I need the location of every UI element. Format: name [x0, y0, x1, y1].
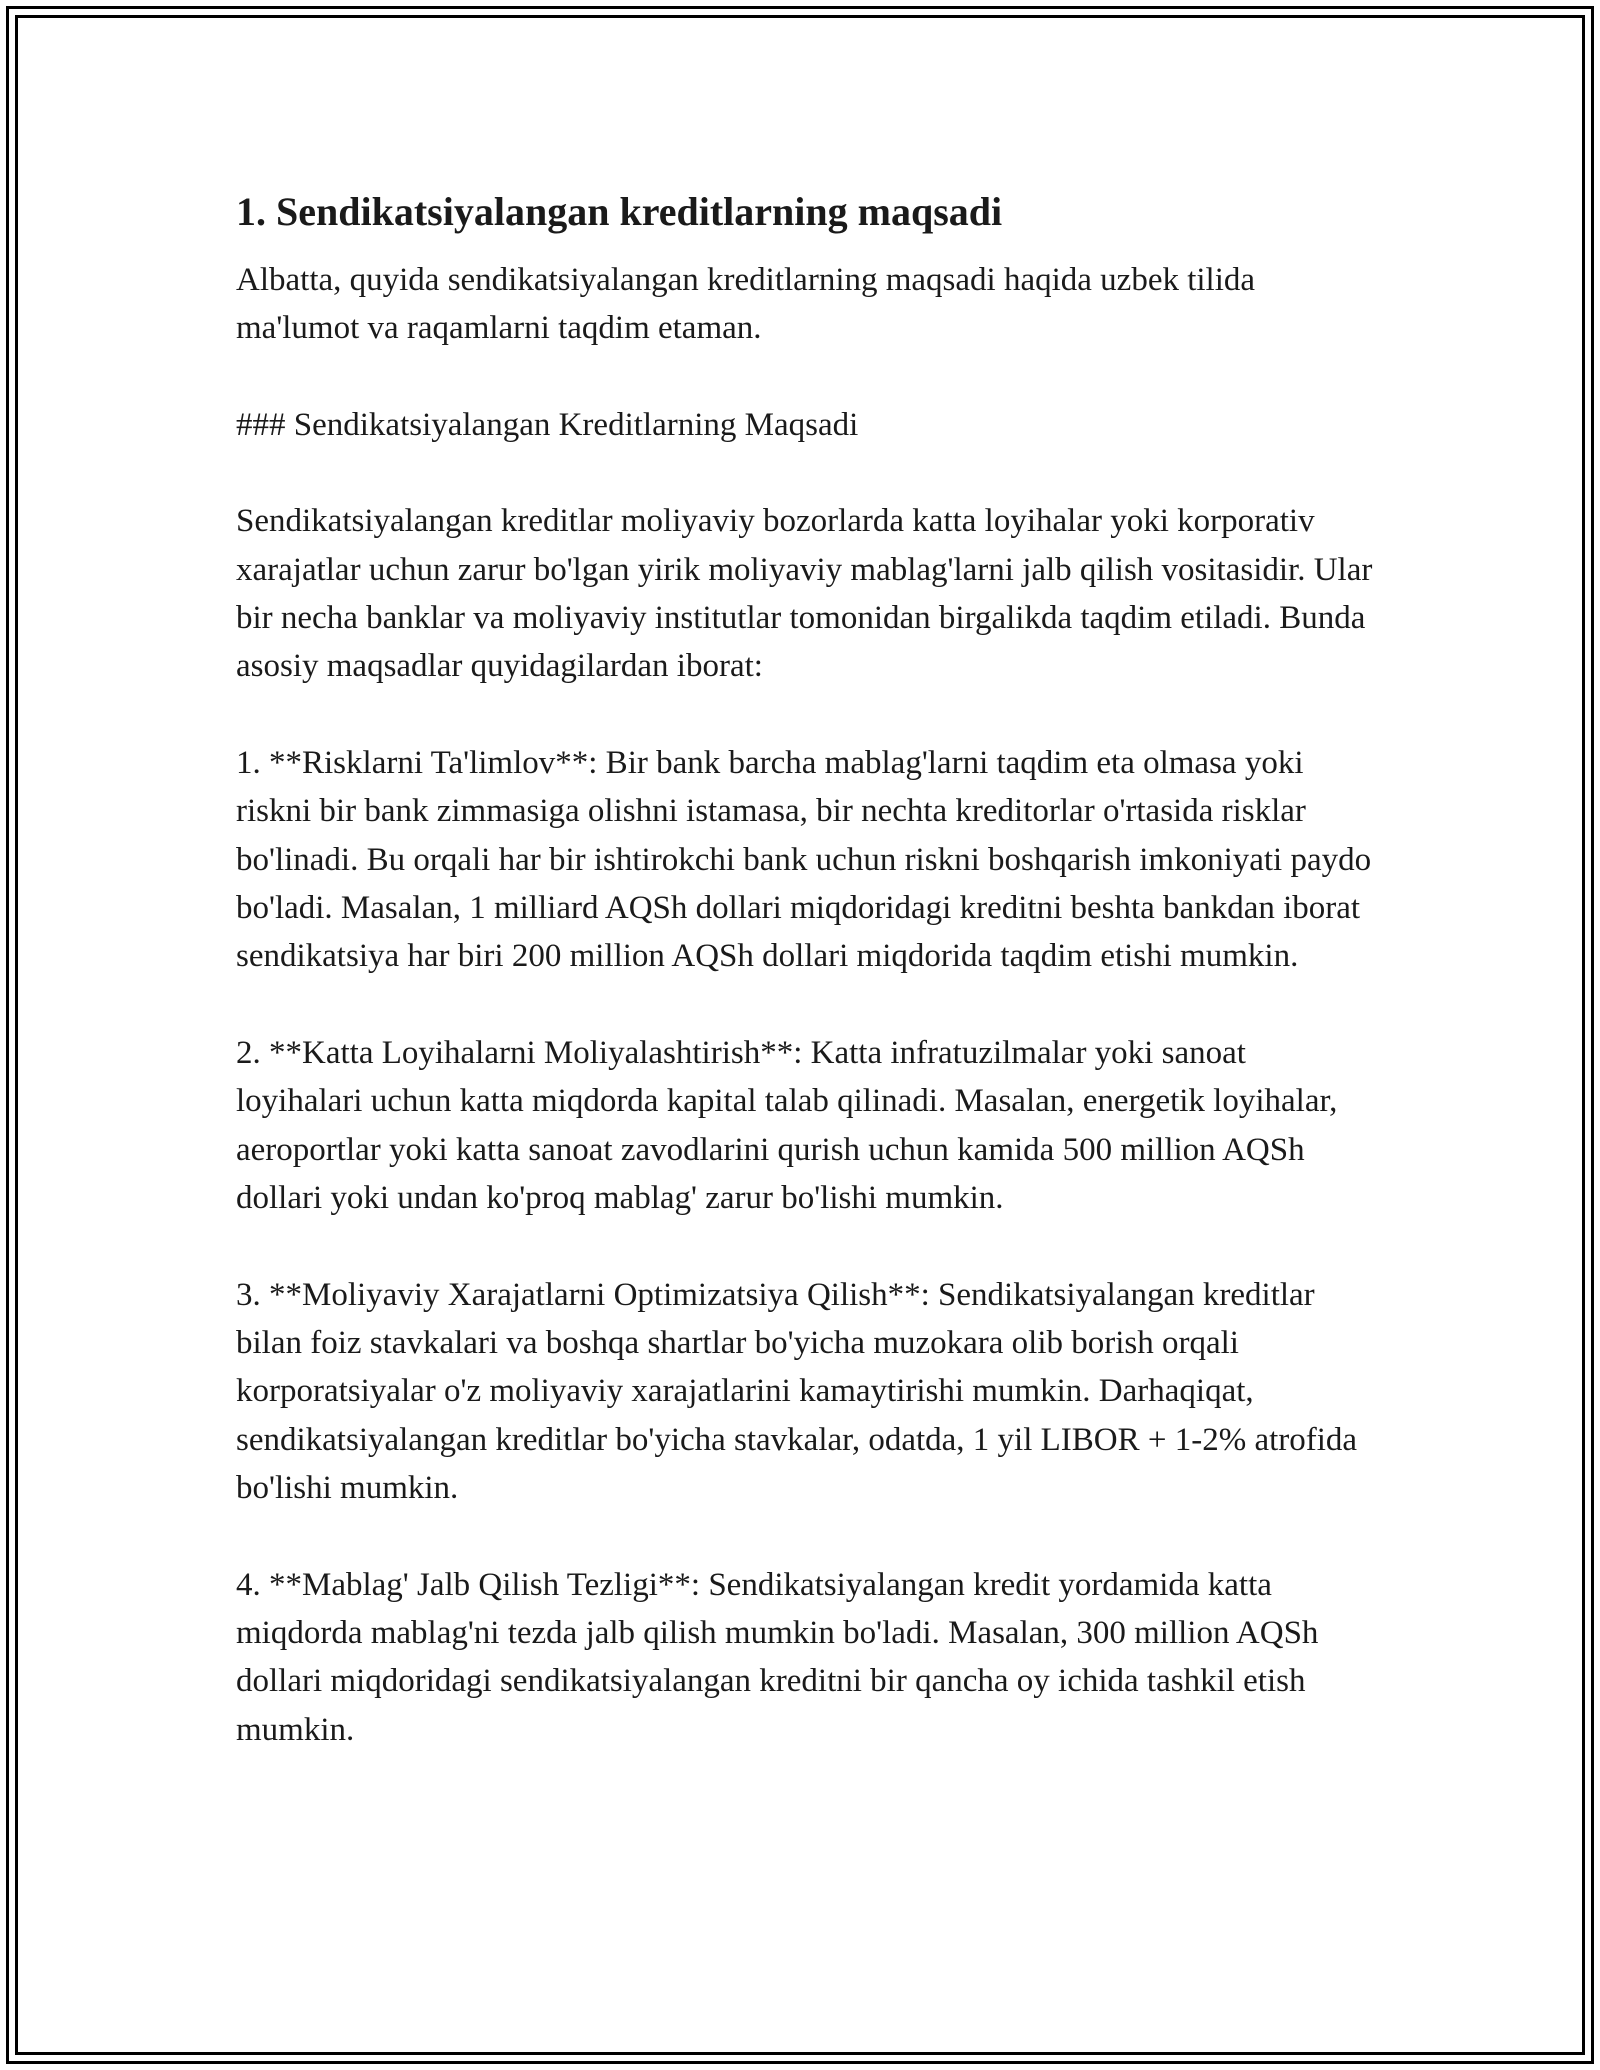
document-body [236, 186, 1376, 1802]
section-heading-line: ### Sendikatsiyalangan Kreditlarning Maqsadi [236, 406, 859, 443]
intro-paragraph: Albatta, quyida sendikatsiyalangan kreditlarning maqsadi haqida uzbek tilida ma'lumot va raqamlarni taqdim etaman. [236, 262, 1256, 347]
list-item-3: 3. **Moliyaviy Xarajatlarni Optimizatsiya Qilish**: Sendikatsiyalangan kreditlar bilan foiz stavkalari va boshqa shartlar bo'yicha muzokara olib borish orqali korporatsiyalar o'z moliyaviy xarajatlarini kamaytirishi mumkin. Darhaqiqat, sendikatsiyalangan kreditlar bo'yicha stavkalar, odatda, 1 yil LIBOR + 1-2% atrofida bo'lishi mumkin. [236, 1276, 1358, 1507]
list-item-2: 2. **Katta Loyihalarni Moliyalashtirish**: Katta infratuzilmalar yoki sanoat loyihalari uchun katta miqdorda kapital talab qilinadi. Masalan, energetik loyihalar, aeroportlar yoki katta sanoat zavodlarini qurish uchun kamida 500 million AQSh dollari yoki undan ko'proq mablag' zarur bo'lishi mumkin. [236, 1034, 1338, 1217]
list-item-1: 1. **Risklarni Ta'limlov**: Bir bank barcha mablag'larni taqdim eta olmasa yoki riskni bir bank zimmasiga olishni istamasa, bir nechta kreditorlar o'rtasida risklar bo'linadi. Bu orqali har bir ishtirokchi bank uchun riskni boshqarish imkoniyati paydo bo'ladi. Masalan, 1 milliard AQSh dollari miqdoridagi kreditni beshta bankdan iborat sendikatsiya har biri 200 million AQSh dollari miqdorida taqdim etishi mumkin. [236, 744, 1372, 975]
list-item-4: 4. **Mablag' Jalb Qilish Tezligi**: Sendikatsiyalangan kredit yordamida katta miqdorda mablag'ni tezda jalb qilish mumkin bo'ladi. Masalan, 300 million AQSh dollari miqdoridagi sendikatsiyalangan kreditni bir qancha oy ichida tashkil etish mumkin. [236, 1566, 1319, 1748]
document-title: 1. Sendikatsiyalangan kreditlarning maqsadi [236, 189, 1003, 234]
overview-paragraph: Sendikatsiyalangan kreditlar moliyaviy bozorlarda katta loyihalar yoki korporativ xarajatlar uchun zarur bo'lgan yirik moliyaviy mablag'larni jalb qilish vositasidir. Ular bir necha banklar va moliyaviy institutlar tomonidan birgalikda taqdim etiladi. Bunda asosiy maqsadlar quyidagilardan iborat: [236, 503, 1373, 685]
